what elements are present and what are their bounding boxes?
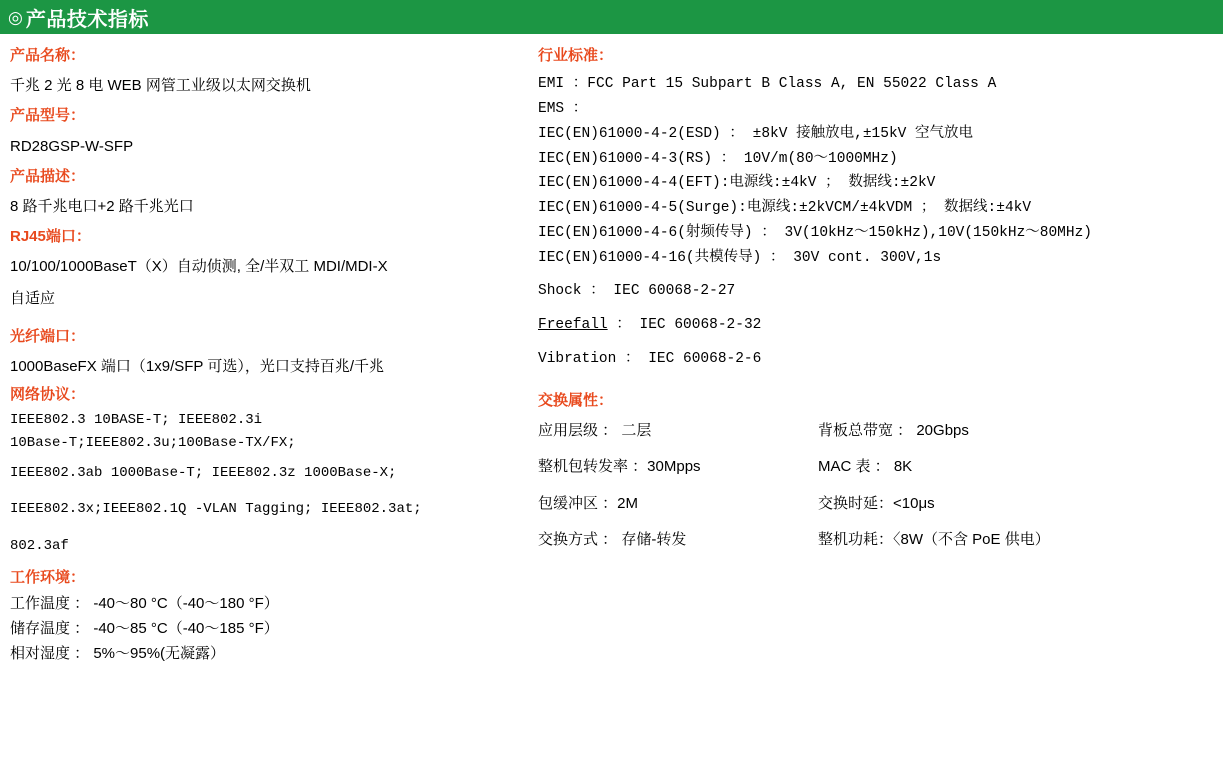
freefall-line [538,315,1220,337]
ems-item: IEC(EN)61000-4-3(RS) ： 10V/m(80～1000MHz) [538,150,898,167]
circle-bullet-icon: ◎ [8,7,23,27]
fiber-port-value: 1000BaseFX 端口（1x9/SFP 可选），光口支持百兆/千兆 [10,358,384,376]
spacer [10,319,520,327]
product-model-value: RD28GSP-W-SFP [10,137,134,155]
attr-value: 交换时延：<10μs [818,494,935,512]
industry-standard-label: 行业标准： [538,47,614,64]
attr-value: 整机功耗：〈8W（不含 PoE 供电） [818,531,1050,548]
protocol-line: 10Base-T;IEEE802.3u;100Base-TX/FX; [10,435,296,452]
shock-line: Shock ： IEC 60068-2-27 [538,283,736,300]
right-column [520,34,1220,667]
product-desc-label: 产品描述： [10,167,86,185]
ems-item: IEC(EN)61000-4-16(共模传导) ： 30V cont. 300V,1s [538,249,942,266]
environment-line: 储存温度 ： -40～85 °C（-40～185 °F） [10,620,279,638]
rj45-port-label: RJ45端口： [10,227,91,245]
attr-value: MAC 表 ： 8K [818,458,913,475]
protocol-line: 802.3af [10,538,69,555]
freefall-value: ： IEC 60068-2-32 [607,317,762,333]
freefall-term: Freefall [538,317,608,333]
ems-item: IEC(EN)61000-4-2(ESD) ： ±8kV 接触放电,±15kV 空气放电 [538,125,974,142]
work-environment-label: 工作环境： [10,568,86,586]
switch-attribute-label: 交换属性： [538,391,614,409]
product-model-label: 产品型号： [10,107,86,125]
protocol-line: IEEE802.3ab 1000Base-T; IEEE802.3z 1000Base-X; [10,464,397,481]
page-header [0,0,1223,34]
network-protocol-label: 网络协议： [10,386,86,404]
environment-line: 工作温度 ： -40～80 °C（-40～180 °F） [10,595,279,613]
emi-line: EMI ：FCC Part 15 Subpart B Class A, EN 55022 Class A [538,76,997,93]
ems-item: IEC(EN)61000-4-4(EFT):电源线:±4kV ； 数据线:±2kV [538,175,936,192]
ems-item: IEC(EN)61000-4-5(Surge):电源线:±2kVCM/±4kVDM ； 数据线:±4kV [538,200,1032,216]
protocol-line: IEEE802.3 10BASE-T; IEEE802.3i [10,411,263,428]
attr-label: 交换方式 ： 存储-转发 [538,531,687,548]
protocol-line: IEEE802.3x;IEEE802.1Q -VLAN Tagging; IEEE802.3at; [10,500,422,517]
attr-label: 整机包转发率 ：30Mpps [538,458,701,475]
attr-label: 包缓冲区 ：2M [538,494,639,512]
product-desc-value: 8 路千兆电口+2 路千兆光口 [10,197,194,215]
switch-attribute-grid [538,420,1220,552]
ems-line: EMS ： [538,101,588,117]
left-column [0,34,520,667]
product-name-label: 产品名称： [10,47,86,64]
ems-item: IEC(EN)61000-4-6(射频传导) ： 3V(10kHz～150kHz),10V(150kHz～80MHz) [538,224,1092,241]
content-columns [0,34,1223,667]
rj45-port-value-line-1: 10/100/1000BaseT（X）自动侦测, 全/半双工 MDI/MDI-X [10,258,388,275]
attr-value: 背板总带宽 ： 20Gbps [818,421,969,439]
product-name-value: 千兆 2 光 8 电 WEB 网管工业级以太网交换机 [10,77,311,95]
fiber-port-label: 光纤端口： [10,328,86,345]
page-title: 产品技术指标 [25,8,149,31]
environment-line: 相对湿度 ： 5%～95%(无凝露） [10,645,226,663]
vibration-line: Vibration ： IEC 60068-2-6 [538,350,762,367]
rj45-port-value-line-2: 自适应 [10,290,56,307]
attr-label: 应用层级 ： 二层 [538,421,652,439]
